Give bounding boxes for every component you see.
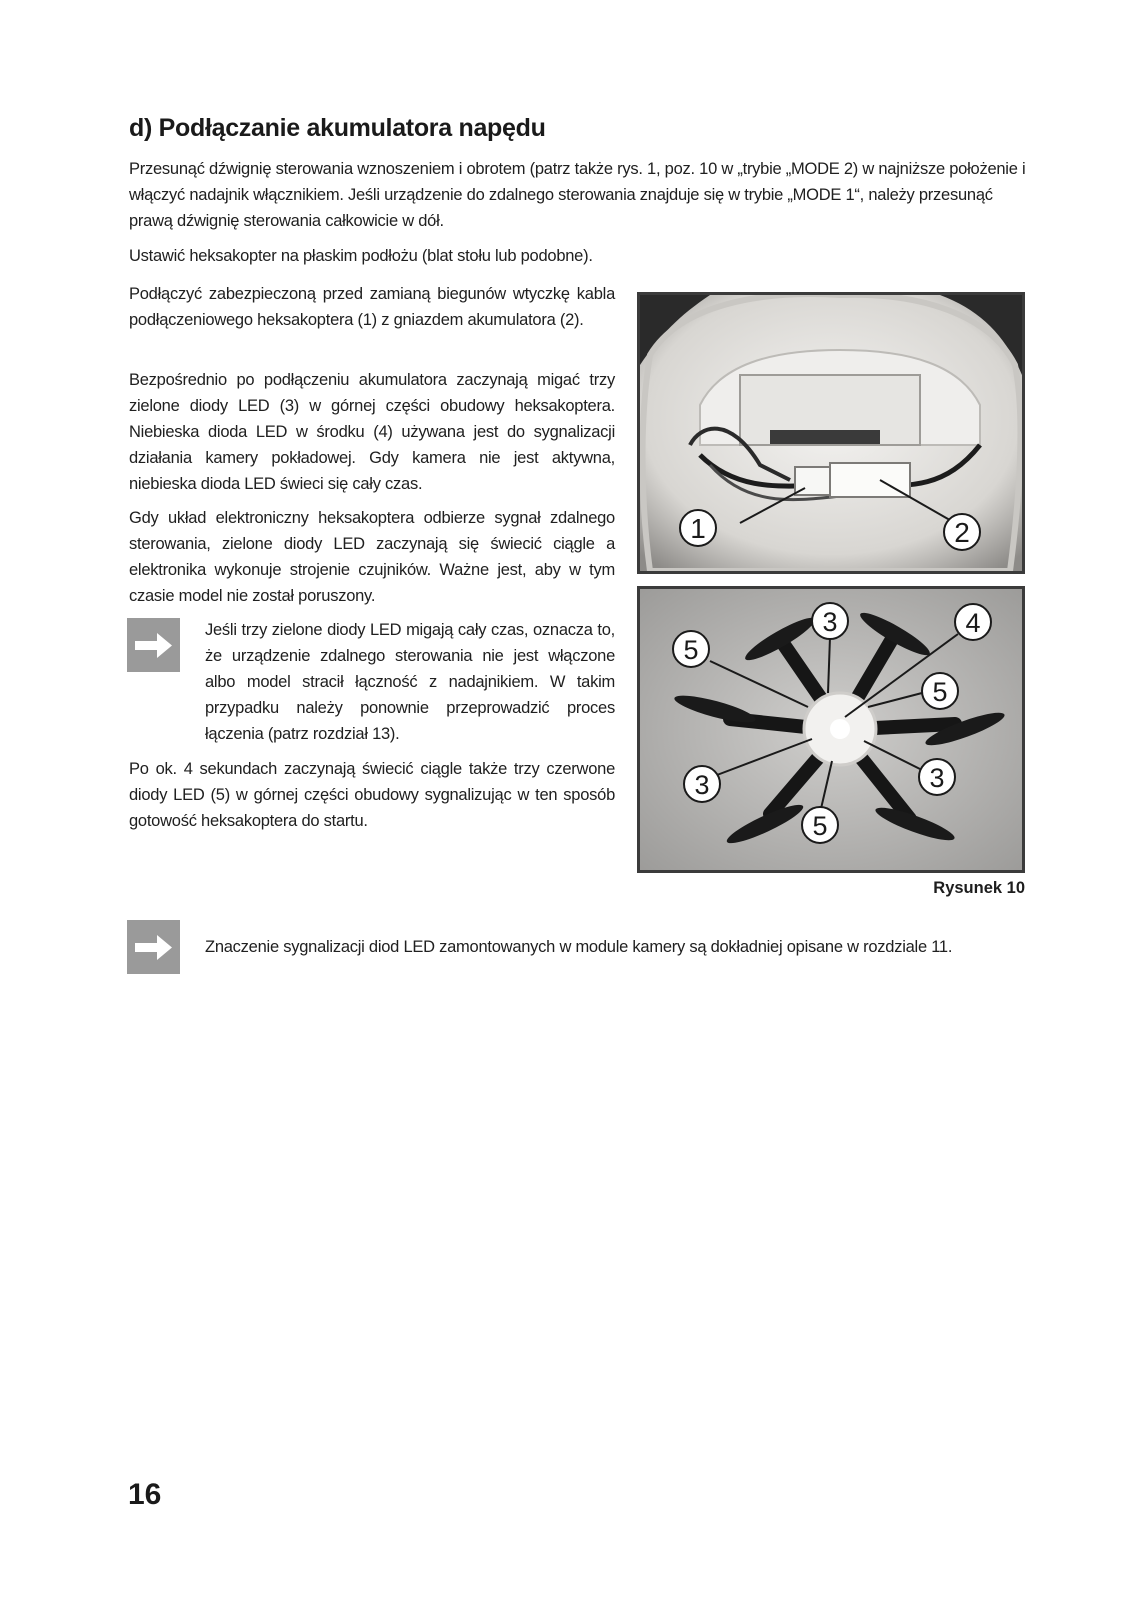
figure-caption: Rysunek 10 <box>933 879 1025 897</box>
paragraph-green-leds: Bezpośrednio po podłączeniu akumulatora zaczynają migać trzy zielone diody LED (3) w górnej części obudowy heksakoptera. Niebieska dioda LED w środku (4) używana jest do sygnalizacji działania kamery pokładowej. Gdy kamera nie jest aktywna, niebieska dioda LED świeci się cały czas. <box>129 371 615 493</box>
figure-battery-connector <box>637 292 1025 574</box>
section-heading: d) Podłączanie akumulatora napędu <box>129 114 546 142</box>
label-green-led-left: 3 <box>694 770 710 800</box>
paragraph-sensor-calibration: Gdy układ elektroniczny heksakoptera odbierze sygnał zdalnego sterowania, zielone diody LED zaczynają się świecić ciągle a elektronika wykonuje strojenie czujników. Ważne jest, aby w tym czasie model nie został poruszony. <box>129 509 615 605</box>
battery-connector-photo <box>640 295 1022 571</box>
figure-hexacopter-leds <box>637 586 1025 873</box>
label-battery-socket: 2 <box>954 517 970 548</box>
label-blue-led-center: 4 <box>965 608 981 638</box>
arrow-right-icon <box>127 920 180 974</box>
note-camera-leds: Znaczenie sygnalizacji diod LED zamontowanych w module kamery są dokładniej opisane w rozdziale 11. <box>205 938 953 956</box>
paragraph-controller-setup: Przesunąć dźwignię sterowania wznoszeniem i obrotem (patrz także rys. 1, poz. 10 w „trybie „MODE 2) w najniższe położenie i włączyć nadajnik włącznikiem. Jeśli urządzenie do zdalnego sterowania znajduje się w trybie „MODE 1“, należy przesunąć prawą dźwignię sterowania całkowicie w dół. <box>129 160 1026 230</box>
label-green-led-top: 3 <box>822 607 838 637</box>
page-number: 16 <box>128 1478 162 1511</box>
label-red-led-left: 5 <box>683 635 699 665</box>
paragraph-place-hexacopter: Ustawić heksakopter na płaskim podłożu (blat stołu lub podobne). <box>129 247 593 265</box>
hexacopter-top-photo <box>640 589 1022 870</box>
note-blinking-leds: Jeśli trzy zielone diody LED migają cały czas, oznacza to, że urządzenie zdalnego sterowania nie jest włączone albo model stracił łączność z nadajnikiem. W takim przypadku należy ponownie przeprowadzić proces łączenia (patrz rozdział 13). <box>205 621 615 743</box>
paragraph-connect-battery: Podłączyć zabezpieczoną przed zamianą biegunów wtyczkę kabla podłączeniowego heksakoptera (1) z gniazdem akumulatora (2). <box>129 285 615 329</box>
arrow-right-icon <box>127 618 180 672</box>
label-red-led-bottom: 5 <box>812 811 828 841</box>
label-red-led-right: 5 <box>932 677 948 707</box>
paragraph-red-leds-ready: Po ok. 4 sekundach zaczynają świecić ciągle także trzy czerwone diody LED (5) w górnej części obudowy sygnalizując w ten sposób gotowość heksakoptera do startu. <box>129 760 615 830</box>
label-green-led-right: 3 <box>929 763 945 793</box>
label-connector-plug: 1 <box>690 513 706 544</box>
